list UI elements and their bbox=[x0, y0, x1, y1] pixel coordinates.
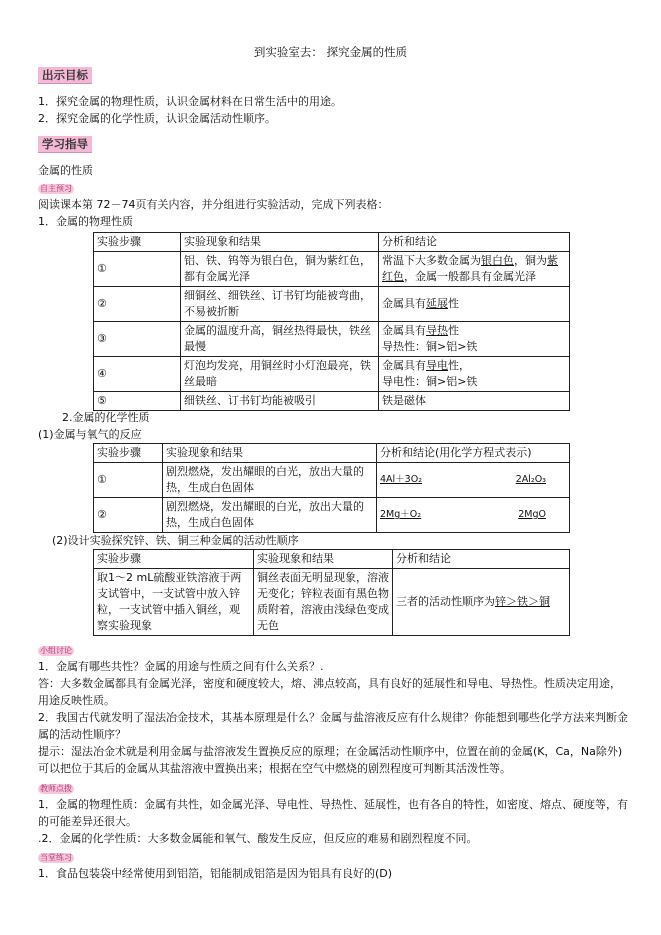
guide-section bbox=[38, 162, 628, 230]
result-cell: 细铜丝、细铁丝、订书钉均能被弯曲，不易被折断 bbox=[181, 287, 379, 322]
answer: 导热 bbox=[426, 324, 448, 337]
table-header: 实验现象和结果 bbox=[163, 444, 377, 463]
section2-heading: 2.金属的化学性质 bbox=[62, 411, 150, 424]
text: 常温下大多数金属为 bbox=[382, 254, 481, 267]
text: 导电性：铜>铝>铁 bbox=[382, 375, 478, 388]
result-cell: 铝、铁、钨等为银白色，铜为紫红色，都有金属光泽 bbox=[181, 252, 379, 287]
equation-cell bbox=[377, 463, 570, 498]
discussion-section bbox=[38, 641, 628, 777]
table-row bbox=[94, 287, 570, 322]
table-header: 分析和结论 bbox=[393, 550, 570, 569]
text: 金属具有 bbox=[382, 359, 426, 372]
result-cell: 细铁丝、订书钉均能被吸引 bbox=[181, 392, 379, 411]
conclusion-cell bbox=[393, 569, 570, 636]
section1-heading: 1．金属的物理性质 bbox=[38, 215, 133, 228]
answer: 紫红色 bbox=[382, 254, 558, 283]
text: 性， bbox=[448, 359, 470, 372]
guide-subtitle: 金属的性质 bbox=[38, 164, 93, 177]
goals-section bbox=[38, 67, 628, 84]
teacher-tag: 教师点拨 bbox=[40, 784, 72, 793]
discussion-tag: 小组讨论 bbox=[40, 646, 72, 655]
text: ，铜为 bbox=[514, 254, 547, 267]
result-cell: 金属的温度升高，铜丝热得最快，铁丝最慢 bbox=[181, 322, 379, 357]
result-cell: 剧烈燃烧，发出耀眼的白光，放出大量的热，生成白色固体 bbox=[163, 498, 377, 533]
goals-badge: 出示目标 bbox=[38, 67, 92, 84]
step-cell: ⑤ bbox=[94, 392, 181, 411]
teacher-point: .2．金属的化学性质：大多数金属能和氧气、酸发生反应，但反应的难易和剧烈程度不同。 bbox=[38, 832, 478, 845]
practice-question: 1．食品包装袋中经常使用到铝箔，铝能制成铝箔是因为铝具有良好的(D) bbox=[38, 867, 393, 880]
equation-cell bbox=[377, 498, 570, 533]
sub2-heading: (2)设计实验探究锌、铁、铜三种金属的活动性顺序 bbox=[52, 534, 299, 547]
practice-tag: 当堂练习 bbox=[40, 853, 72, 862]
equation-lhs: 4Al＋3O₂ bbox=[380, 474, 423, 485]
text: 性 bbox=[448, 297, 459, 310]
table-row bbox=[94, 569, 570, 636]
equation-lhs: 2Mg＋O₂ bbox=[380, 509, 422, 520]
step-cell: ① bbox=[94, 463, 163, 498]
preview-tag: 自主预习 bbox=[40, 184, 72, 193]
activity-order-table bbox=[93, 549, 570, 636]
text: 金属具有 bbox=[382, 324, 426, 337]
text: 性 bbox=[448, 324, 459, 337]
conclusion-cell bbox=[379, 357, 570, 392]
text: ，金属一般都具有金属光泽 bbox=[404, 270, 536, 283]
table-row bbox=[94, 252, 570, 287]
table-row bbox=[94, 498, 570, 533]
table-header: 分析和结论 bbox=[379, 233, 570, 252]
answer: 延展 bbox=[426, 297, 448, 310]
hint: 提示：湿法冶金术就是利用金属与盐溶液发生置换反应的原理；在金属活动性顺序中，位置在前的金属(K，Ca，Na除外)可以把位于其后的金属从其盐溶液中置换出来；根据在空气中燃烧的剧烈程度可判断其活泼性等。 bbox=[38, 745, 623, 775]
step-cell: ② bbox=[94, 287, 181, 322]
result-cell: 剧烈燃烧，发出耀眼的白光，放出大量的热，生成白色固体 bbox=[163, 463, 377, 498]
step-cell: ④ bbox=[94, 357, 181, 392]
sub1-heading: (1)金属与氧气的反应 bbox=[38, 428, 142, 441]
answer: 银白色 bbox=[481, 254, 514, 267]
goal-item: 1．探究金属的物理性质，认识金属材料在日常生活中的用途。 bbox=[38, 95, 342, 108]
answer: 答：大多数金属都具有金属光泽，密度和硬度较大，熔、沸点较高，具有良好的延展性和导电、导热性。性质决定用途，用途反映性质。 bbox=[38, 677, 621, 707]
teacher-point: 1．金属的物理性质：金属有共性，如金属光泽、导电性、导热性、延展性，也有各自的特性，如密度、熔点、硬度等，有的可能差异还很大。 bbox=[38, 798, 628, 828]
question: 1．金属有哪些共性？金属的用途与性质之间有什么关系？. bbox=[38, 660, 324, 673]
guide-badge-wrap bbox=[38, 136, 628, 153]
question: 2．我国古代就发明了湿法冶金技术，其基本原理是什么？金属与盐溶液反应有什么规律？你能想到哪些化学方法来判断金属的活动性顺序？ bbox=[38, 711, 628, 741]
conclusion-cell: 铁是磁体 bbox=[379, 392, 570, 411]
answer: 导电 bbox=[426, 359, 448, 372]
table-header: 实验现象和结果 bbox=[181, 233, 379, 252]
table-row bbox=[94, 392, 570, 411]
result-cell: 铜丝表面无明显现象，溶液无变化；锌粒表面有黑色物质附着，溶液由浅绿色变成无色 bbox=[254, 569, 393, 636]
result-cell: 灯泡均发亮，用铜丝时小灯泡最亮，铁丝最暗 bbox=[181, 357, 379, 392]
table-header: 实验步骤 bbox=[94, 550, 254, 569]
table-row bbox=[94, 357, 570, 392]
text: 导热性：铜>铝>铁 bbox=[382, 340, 478, 353]
table-header: 实验步骤 bbox=[94, 233, 181, 252]
goal-item: 2．探究金属的化学性质，认识金属活动性顺序。 bbox=[38, 112, 276, 125]
text: 金属具有 bbox=[382, 297, 426, 310]
text: 三者的活动性顺序为 bbox=[396, 595, 495, 608]
teacher-section bbox=[38, 779, 628, 847]
guide-badge: 学习指导 bbox=[38, 136, 92, 153]
physical-properties-table bbox=[93, 232, 570, 411]
answer: 锌＞铁＞铜 bbox=[495, 595, 550, 608]
oxygen-reaction-table bbox=[93, 443, 570, 533]
table-row bbox=[94, 463, 570, 498]
guide-intro: 阅读课本第 72－74页有关内容，并分组进行实验活动，完成下列表格： bbox=[38, 198, 389, 211]
practice-section bbox=[38, 848, 628, 882]
table-header: 分析和结论(用化学方程式表示) bbox=[377, 444, 570, 463]
step-cell: 取1～2 mL硫酸亚铁溶液于两支试管中，一支试管中放入锌粒，一支试管中插入铜丝，观察实验现象 bbox=[94, 569, 254, 636]
table-header: 实验现象和结果 bbox=[254, 550, 393, 569]
equation-rhs: 2MgO bbox=[518, 509, 546, 520]
step-cell: ③ bbox=[94, 322, 181, 357]
goals-list bbox=[38, 93, 628, 127]
table-row bbox=[94, 322, 570, 357]
conclusion-cell bbox=[379, 322, 570, 357]
conclusion-cell bbox=[379, 287, 570, 322]
table-header: 实验步骤 bbox=[94, 444, 163, 463]
page-title: 到实验室去： 探究金属的性质 bbox=[253, 45, 408, 59]
step-cell: ① bbox=[94, 252, 181, 287]
conclusion-cell bbox=[379, 252, 570, 287]
equation-rhs: 2Al₂O₃ bbox=[515, 474, 546, 485]
step-cell: ② bbox=[94, 498, 163, 533]
